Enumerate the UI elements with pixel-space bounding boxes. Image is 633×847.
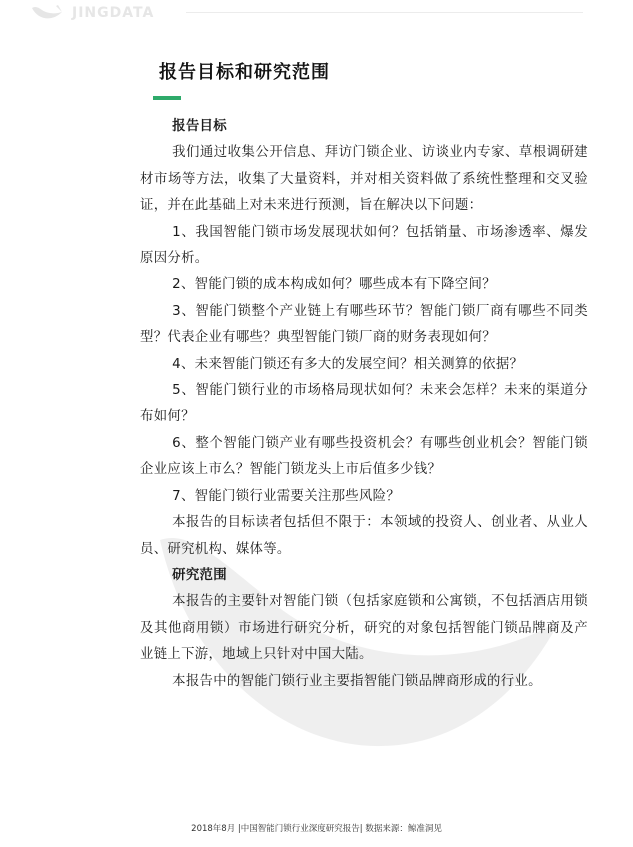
question-item: 2、智能门锁的成本构成如何？哪些成本有下降空间？ <box>172 277 496 293</box>
header-divider <box>186 12 583 13</box>
goal-heading: 报告目标 <box>172 119 227 134</box>
logo-text: JINGDATA <box>72 5 155 21</box>
title-accent-bar <box>153 96 181 100</box>
question-item: 6、整个智能门锁产业有哪些投资机会？有哪些创业机会？智能门锁企业应该上市么？智能门锁龙头上市后值多少钱？ <box>140 435 588 478</box>
scope-heading: 研究范围 <box>172 567 227 583</box>
question-item: 5、智能门锁行业的市场格局现状如何？未来会怎样？未来的渠道分布如何？ <box>140 383 588 425</box>
readers-paragraph: 本报告的目标读者包括但不限于：本领域的投资人、创业者、从业人员、研究机构、媒体等。 <box>140 515 588 557</box>
scope-paragraph: 本报告的主要针对智能门锁（包括家庭锁和公寓锁，不包括酒店用锁及其他商用锁）市场进行研究分析，研究的对象包括智能门锁品牌商及产业链上下游，地域上只针对中国大陆。 <box>140 594 588 663</box>
page-footer: 2018年8月 |中国智能门锁行业深度研究报告| 数据来源：鲸准洞见 <box>191 824 442 834</box>
whale-logo-icon <box>30 4 64 22</box>
page-title: 报告目标和研究范围 <box>159 62 330 83</box>
question-item: 1、我国智能门锁市场发展现状如何？包括销量、市场渗透率、爆发原因分析。 <box>140 224 588 267</box>
report-body <box>140 114 588 695</box>
question-item: 7、智能门锁行业需要关注那些风险？ <box>172 488 401 504</box>
question-item: 4、未来智能门锁还有多大的发展空间？相关测算的依据？ <box>172 356 524 372</box>
scope-paragraph: 本报告中的智能门锁行业主要指智能门锁品牌商形成的行业。 <box>172 673 542 689</box>
goal-intro-paragraph: 我们通过收集公开信息、拜访门锁企业、访谈业内专家、草根调研建材市场等方法，收集了大量资料，并对相关资料做了系统性整理和交叉验证，并在此基础上对未来进行预测，旨在解决以下问题： <box>140 145 588 214</box>
question-item: 3、智能门锁整个产业链上有哪些环节？智能门锁厂商有哪些不同类型？代表企业有哪些？典型智能门锁厂商的财务表现如何？ <box>140 303 588 346</box>
brand-logo <box>30 0 154 26</box>
